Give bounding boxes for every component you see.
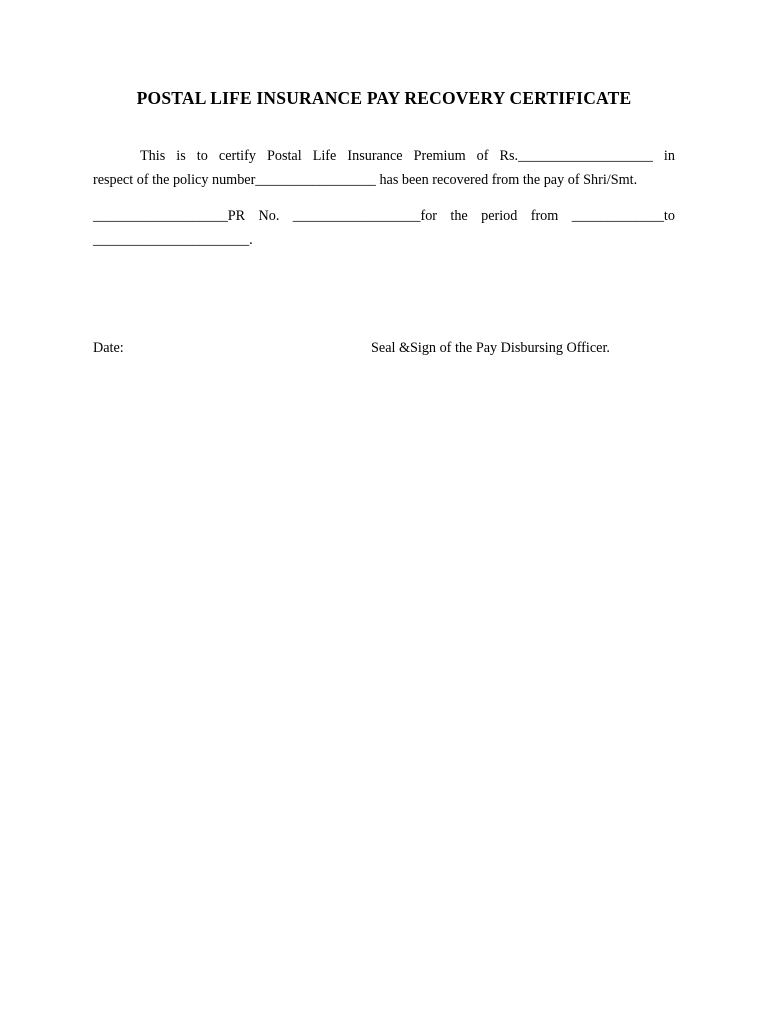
word: Postal bbox=[266, 148, 302, 164]
name-blank: ___________________PR bbox=[93, 208, 246, 224]
certificate-title: POSTAL LIFE INSURANCE PAY RECOVERY CERTIFICATE bbox=[136, 88, 632, 108]
word: in bbox=[663, 148, 675, 164]
premium-amount-blank: Rs.___________________ bbox=[499, 148, 653, 164]
word: to bbox=[196, 148, 208, 164]
date-label: Date: bbox=[93, 340, 124, 356]
word: This bbox=[140, 148, 166, 164]
certification-line-1 bbox=[93, 144, 675, 168]
word: is bbox=[176, 148, 186, 164]
word: Premium bbox=[413, 148, 466, 164]
certification-line-2 bbox=[93, 168, 675, 192]
certification-paragraph bbox=[93, 144, 675, 192]
signature-label: Seal &Sign of the Pay Disbursing Officer. bbox=[371, 340, 610, 356]
word: No. bbox=[258, 208, 280, 224]
word: Life bbox=[312, 148, 337, 164]
word: Insurance bbox=[347, 148, 403, 164]
word: period bbox=[481, 208, 518, 224]
pr-number-blank: __________________for bbox=[292, 208, 438, 224]
word: from bbox=[530, 208, 559, 224]
details-paragraph bbox=[93, 204, 675, 252]
word: certify bbox=[218, 148, 256, 164]
details-line-2 bbox=[93, 228, 675, 252]
period-from-blank: _____________to bbox=[571, 208, 675, 224]
details-line-1 bbox=[93, 204, 675, 228]
word: the bbox=[450, 208, 468, 224]
policy-number-text: respect of the policy number_________________ has been recovered from the pay of Shri/Smt. bbox=[93, 172, 638, 188]
word: of bbox=[476, 148, 489, 164]
period-to-blank: ______________________. bbox=[93, 232, 253, 248]
